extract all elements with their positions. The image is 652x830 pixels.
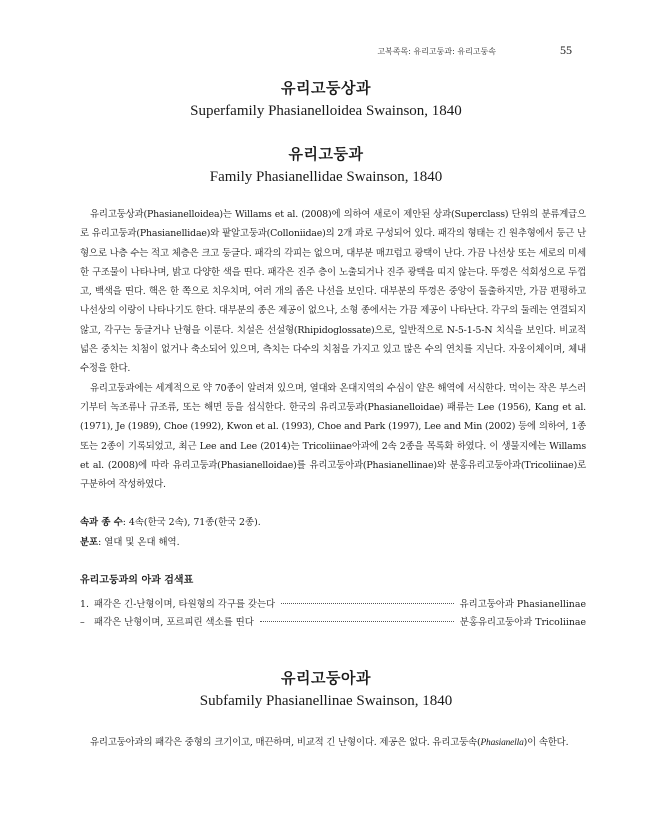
subfamily-paragraph	[80, 733, 586, 753]
genus-species-count	[80, 513, 586, 533]
subfamily-title-ko: 유리고둥아과	[281, 669, 371, 687]
dot-leader	[260, 621, 454, 622]
key-row-text: 패각은 긴-난형이며, 타원형의 각구를 갖는다	[94, 599, 276, 610]
distribution	[80, 533, 586, 553]
key-row-number: 1.	[80, 599, 89, 610]
subfamily-heading	[0, 667, 652, 710]
superfamily-title-ko: 유리고둥상과	[281, 79, 371, 97]
key-row	[80, 614, 586, 628]
family-meta	[80, 513, 586, 553]
key-row-text: 패각은 난형이며, 포르피린 색소를 띤다	[94, 617, 254, 628]
family-title-ko: 유리고둥과	[288, 145, 364, 163]
genus-species-label: 속과 종 수	[80, 517, 123, 528]
subfamily-text-before: 유리고둥아과의 패각은 중형의 크기이고, 매끈하며, 비교적 긴 난형이다. 제공은 없다. 유리고둥속(	[90, 737, 481, 748]
family-description	[80, 205, 586, 494]
key-row-number: –	[80, 617, 85, 628]
key-row-result: 유리고둥아과 Phasianellinae	[459, 599, 586, 610]
dot-leader	[281, 603, 453, 604]
distribution-value: : 열대 및 온대 해역.	[98, 537, 180, 548]
genus-species-value: : 4속(한국 2속), 71종(한국 2종).	[122, 517, 261, 528]
key-row-result: 분홍유리고둥아과 Tricoliinae	[459, 617, 586, 628]
page-number: 55	[560, 43, 572, 57]
family-heading	[0, 143, 652, 186]
family-title-en: Family Phasianellidae Swainson, 1840	[209, 169, 443, 185]
superfamily-title-en: Superfamily Phasianelloidea Swainson, 1840	[190, 103, 462, 119]
subfamily-title-en: Subfamily Phasianellinae Swainson, 1840	[199, 693, 453, 709]
distribution-label: 분포	[80, 537, 99, 548]
subfamily-description	[80, 733, 586, 753]
key-title: 유리고둥과의 아과 검색표	[80, 575, 194, 586]
subfamily-text-after: )이 속한다.	[523, 737, 569, 748]
running-head: 고복족목: 유리고둥과: 유리고둥속	[377, 47, 496, 56]
description-paragraph-2: 유리고둥과에는 세계적으로 약 70종이 알려져 있으며, 열대와 온대지역의 수심이 얕은 해역에 서식한다. 먹이는 작은 부스러기부터 녹조류나 규조류, 또는 해면 등을 섭식한다. 한국의 유리고둥과(Phasianelloidae) 패류는 Lee (1956), Kang et al. (1971), Je (1989), Choe (1992), Kwon et al. (1993), Choe and Park (1997), Lee and Min (2002) 등에 의하여, 1종 또는 2종이 기록되었고, 최근 Lee and Lee (2014)는 Tricoliinae아과에 2속 2종을 목록화 하였다. 이 생물지에는 Willams et al. (2008)에 따라 유리고둥과(Phasianelloidae)를 유리고둥아과(Phasianellinae)와 분홍유리고둥아과(Tricoliinae)로 구분하여 작성하였다.	[80, 382, 586, 491]
genus-name: Phasianella	[480, 738, 524, 748]
description-paragraph-1: 유리고둥상과(Phasianelloidea)는 Willams et al. (2008)에 의하여 새로이 제안된 상과(Superclass) 단위의 분류계급으로 유리고둥과(Phasianellidae)와 팥알고둥과(Colloniidae)의 2개 과로 구성되어 있다. 패각의 형태는 긴 원추형에서 둥근 난형으로 나층 수는 적고 체층은 크고 둥글다. 패각의 각피는 없으며, 대부분 매끄럽고 광택이 난다. 가끔 나선상 또는 세로의 미세한 구조물이 나타나며, 밝고 다양한 색을 띤다. 패각은 진주 층이 노출되거나 진주 광택을 띠지 않는다. 뚜껑은 석회성으로 두껍고, 백색을 띤다. 핵은 한 쪽으로 치우치며, 여러 개의 좁은 나선을 보인다. 대부분의 뚜껑은 중앙이 돌출하지만, 가끔 편평하고 나선상의 이랑이 나타나기도 한다. 대부분의 종은 제공이 없으나, 소형 종에서는 가끔 제공이 나타난다. 각구의 둘레는 연결되지 않고, 각구는 둥글거나 난형을 이룬다. 치설은 선설형(Rhipidoglossate)으로, 일반적으로 N-5-1-5-N 치식을 보인다. 비교적 넓은 중치는 치첨이 없거나 축소되어 있으며, 측치는 다수의 치첨을 가지고 있고 많은 수의 연치를 지닌다. 자웅이체이며, 체내수정을 한다.	[80, 209, 586, 375]
key-row	[80, 596, 586, 610]
superfamily-heading	[0, 77, 652, 120]
